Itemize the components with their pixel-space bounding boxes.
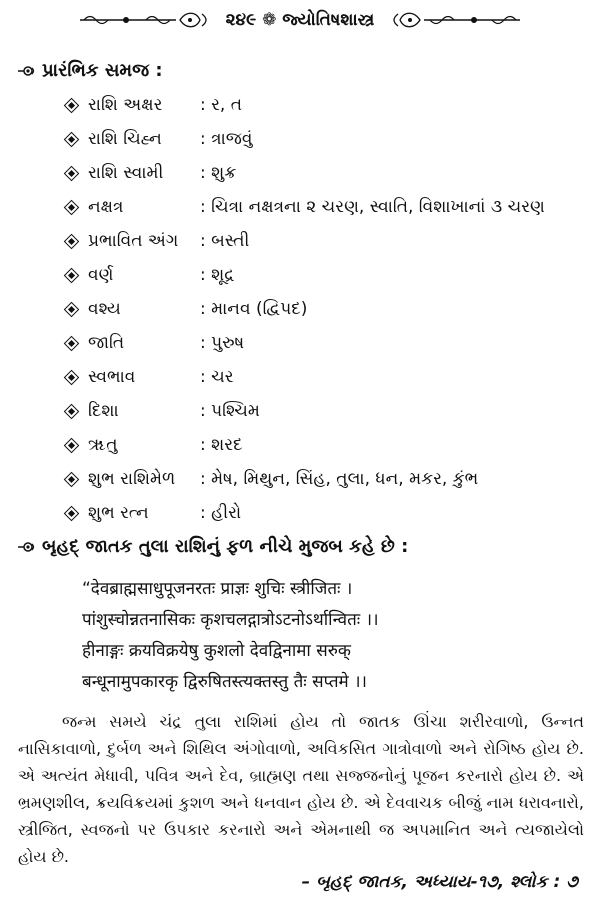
diamond-bullet-icon [64, 506, 80, 522]
diamond-bullet-icon [64, 98, 80, 114]
diamond-bullet-icon [64, 200, 80, 216]
attribute-label: વર્ણ [88, 265, 114, 285]
attribute-row [0, 394, 600, 428]
shloka-line: “देवब्राह्मसाधुपूजनरतः प्राज्ञः शुचिः स्त्रीजितः । [82, 579, 353, 599]
diamond-bullet-icon [64, 404, 80, 420]
attribute-value: : હીરો [200, 503, 242, 523]
section-heading-text: બૃહદ્ જાતક તુલા રાશિનું ફળ નીચે મુજબ કહે છે : [42, 536, 409, 557]
attribute-label: જાતિ [88, 333, 125, 353]
diamond-bullet-icon [64, 370, 80, 386]
diamond-bullet-icon [64, 234, 80, 250]
attribute-value: : પુરુષ [200, 333, 245, 353]
attribute-value: : શરદ [200, 435, 243, 455]
attribute-value: : પશ્ચિમ [200, 401, 260, 421]
diamond-bullet-icon [64, 166, 80, 182]
attribute-value: : શૂદ્ર [200, 265, 235, 285]
left-ornament-icon [76, 11, 216, 29]
attribute-value: : ચર [200, 367, 234, 387]
attribute-label: નક્ષત્ર [88, 197, 124, 217]
attribute-label: રાશિ અક્ષર [88, 95, 163, 115]
attribute-row [0, 156, 600, 190]
attribute-row [0, 258, 600, 292]
attribute-value: : બસ્તી [200, 231, 250, 251]
attribute-label: ૠતુ [88, 435, 118, 455]
section-heading-brihad-jataka [16, 536, 408, 557]
diamond-bullet-icon [64, 268, 80, 284]
attribute-row [0, 122, 600, 156]
attribute-value: : ત્રાજવું [200, 129, 253, 149]
page-header [0, 8, 600, 32]
diamond-bullet-icon [64, 438, 80, 454]
diamond-bullet-icon [64, 302, 80, 318]
attribute-value: : ર, ત [200, 95, 242, 115]
shloka-line: बन्धूनामुपकारकृ द्विरुषितस्त्यक्तस्तु तैः सप्तमे ।। [82, 672, 367, 692]
shloka-line: हीनाङ्गः क्रयविक्रयेषु कुशलो देवद्विनामा सरुक् [82, 641, 351, 661]
attribute-label: વશ્ય [88, 299, 121, 319]
attribute-value: : શુક્ર [200, 163, 237, 183]
attribute-label: રાશિ સ્વામી [88, 163, 164, 183]
diamond-bullet-icon [64, 132, 80, 148]
section-heading-text: પ્રારંભિક સમજ : [42, 60, 163, 81]
attribute-value: : ચિત્રા નક્ષત્રના ૨ ચરણ, સ્વાતિ, વિશાખાનાં ૩ ચરણ [200, 197, 545, 217]
attribute-label: શુભ રાશિમેળ [88, 469, 176, 489]
header-title: ૨૪૯ ❁ જ્યોતિષશાસ્ત્ર [225, 10, 375, 30]
attribute-row [0, 292, 600, 326]
attribute-value: : માનવ (દ્વિપદ) [200, 299, 308, 319]
swirl-bullet-icon [16, 540, 36, 554]
source-citation: – બૃહદ્ જાતક, અધ્યાય-૧૭, શ્લોક : ૭ [301, 872, 578, 892]
attribute-row [0, 496, 600, 530]
attribute-label: શુભ રત્ન [88, 503, 149, 523]
attribute-label: સ્વભાવ [88, 367, 136, 387]
attribute-label: પ્રભાવિત અંગ [88, 231, 179, 251]
attribute-row [0, 224, 600, 258]
attribute-row [0, 190, 600, 224]
shloka-line: पांशुस्चोन्नतनासिकः कृशचलद्गात्रोऽटनोऽर्थान्वितः ।। [82, 610, 379, 630]
diamond-bullet-icon [64, 336, 80, 352]
description-paragraph: જન્મ સમયે ચંદ્ર તુલા રાશિમાં હોય તો જાતક ઊંચા શરીરવાળો, ઉન્નત નાસિકાવાળો, દુર્બળ અને શિથિલ અંગોવાળો, અવિકસિત ગાત્રોવાળો અને રોગિષ્ઠ હોય છે. એ અત્યંત મેધાવી, પવિત્ર અને દેવ, બ્રાહ્મણ તથા સજ્જનોનું પૂજન કરનારો હોય છે. એ ભ્રમણશીલ, ક્રયવિક્રયમાં કુશળ અને ધનવાન હોય છે. એ દેવવાચક બીજું નામ ધરાવનારો, સ્ત્રીજિત, સ્વજનો પર ઉપકાર કરનારો અને એમનાથી જ અપમાનિત અને ત્યજાયેલો હોય છે. [18, 712, 584, 866]
attribute-row [0, 88, 600, 122]
diamond-bullet-icon [64, 472, 80, 488]
attribute-value: : મેષ, મિથુન, સિંહ, તુલા, ધન, મકર, કુંભ [200, 469, 479, 489]
attribute-label: દિશા [88, 401, 119, 421]
attribute-row [0, 360, 600, 394]
right-ornament-icon [384, 11, 524, 29]
swirl-bullet-icon [16, 64, 36, 78]
attribute-row [0, 428, 600, 462]
attribute-row [0, 326, 600, 360]
section-heading-intro [16, 60, 163, 81]
attribute-label: રાશિ ચિહ્ન [88, 129, 162, 149]
attribute-row [0, 462, 600, 496]
